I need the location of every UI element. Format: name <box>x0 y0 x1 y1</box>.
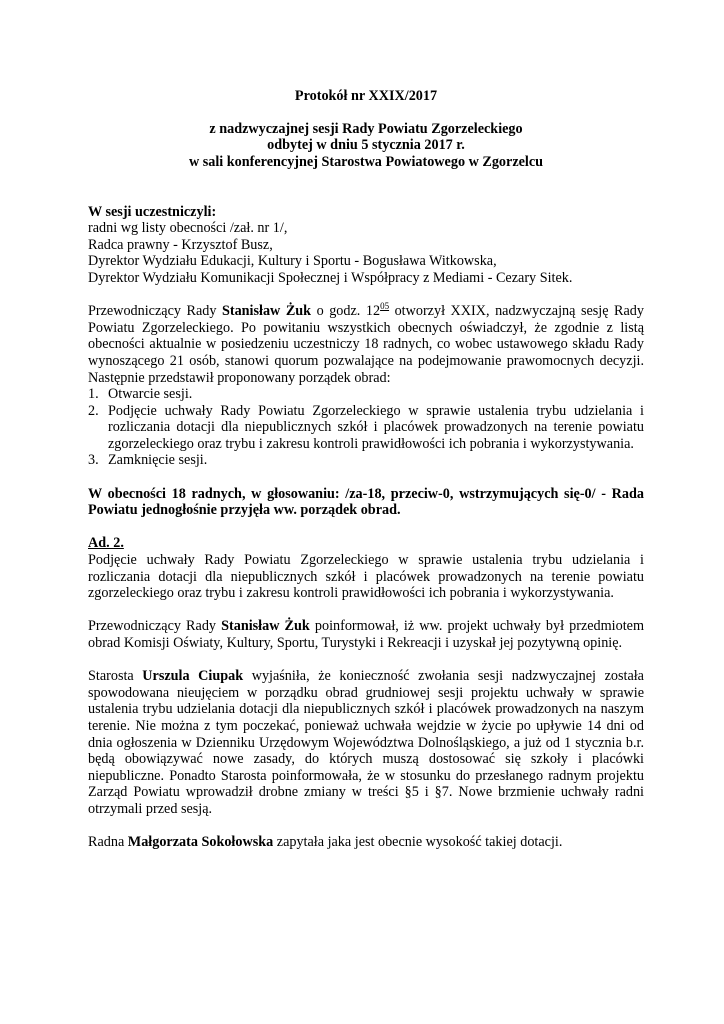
time-minutes: 05 <box>380 301 390 312</box>
starosta-paragraph: Starosta Urszula Ciupak wyjaśniła, że konieczność zwołania sesji nadzwyczajnej została spowodowana nieujęciem w porządku obrad grudniowej sesji projektu uchwały w sprawie ustalenia trybu udzielania dotacji dla niepublicznych szkół i placówek prowadzonych na naszym terenie. Nie można z tym poczekać, ponieważ uchwała wejdzie w życie po upływie 14 dni od dnia ogłoszenia w Dzienniku Urzędowym Województwa Dolnośląskiego, a już od 1 stycznia b.r. będą obowiązywać nowe zasady, do których muszą dostosować się szkoły i placówki niepubliczne. Ponadto Starosta poinformowała, że w stosunku do przesłanego radnym projektu Zarząd Powiatu wprowadził drobne zmiany w treści §5 i §7. Nowe brzmienie uchwały radni otrzymali przed sesją. <box>88 668 644 817</box>
chair-info-paragraph: Przewodniczący Rady Stanisław Żuk poinformował, iż ww. projekt uchwały był przedmiotem obrad Komisji Oświaty, Kultury, Sportu, Turystyki i Rekreacji i uzyskał jej pozytywną opinię. <box>88 618 644 651</box>
councillor-name: Małgorzata Sokołowska <box>127 834 274 851</box>
agenda-item: 3. Zamknięcie sesji. <box>88 452 208 469</box>
attendance-line: radni wg listy obecności /zał. nr 1/, <box>88 220 288 237</box>
attendance-line: Radca prawny - Krzysztof Busz, <box>88 236 273 253</box>
ad2-heading: Ad. 2. <box>88 535 124 552</box>
ad2-text: Podjęcie uchwały Rady Powiatu Zgorzeleckiego w sprawie ustalenia trybu udzielania i rozliczania dotacji dla niepublicznych szkół i placówek prowadzonych na terenie powiatu zgorzeleckiego oraz trybu i zakresu kontroli prawidłowości ich pobrania i wykorzystywania. <box>88 552 644 602</box>
document-subtitle <box>88 121 644 171</box>
agenda-item: 1. Otwarcie sesji. <box>88 386 193 403</box>
attendance-line: Dyrektor Wydziału Edukacji, Kultury i Sportu - Bogusława Witkowska, <box>88 253 497 270</box>
agenda-list <box>88 386 644 469</box>
chair-name: Stanisław Żuk <box>221 303 312 320</box>
chair-name: Stanisław Żuk <box>221 618 310 635</box>
document-title: Protokół nr XXIX/2017 <box>294 88 438 104</box>
opening-paragraph: Przewodniczący Rady Stanisław Żuk o godz. $12^{05}$ otworzył XXIX, nadzwyczajną sesję Rady Powiatu Zgorzeleckiego. Po powitaniu wszystkich obecnych oświadczył, że zgodnie z listą obecności aktualnie w posiedzeniu uczestniczy 18 radnych, co wobec ustawowego składu Rady wynoszącego 21 osób, stanowi quorum pozwalające na podejmowanie prawomocnych decyzji. Następnie przedstawił proponowany porządek obrad: <box>88 301 644 386</box>
document-page <box>88 88 644 851</box>
question-paragraph: Radna Małgorzata Sokołowska zapytała jaka jest obecnie wysokość takiej dotacji. <box>88 834 563 851</box>
subtitle-line: odbytej w dniu 5 stycznia 2017 r. <box>267 137 465 154</box>
attendance-line: Dyrektor Wydziału Komunikacji Społecznej i Współpracy z Mediami - Cezary Sitek. <box>88 269 573 286</box>
attendance-section <box>88 204 644 287</box>
subtitle-line: w sali konferencyjnej Starostwa Powiatowego w Zgorzelcu <box>188 153 544 170</box>
vote-result: W obecności 18 radnych, w głosowaniu: /za-18, przeciw-0, wstrzymujących się-0/ - Rada Powiatu jednogłośnie przyjęła ww. porządek obrad. <box>88 485 644 519</box>
attendance-heading: W sesji uczestniczyli: <box>88 203 217 220</box>
starosta-name: Urszula Ciupak <box>142 668 244 685</box>
subtitle-line: z nadzwyczajnej sesji Rady Powiatu Zgorzeleckiego <box>209 120 523 137</box>
agenda-item: 2. Podjęcie uchwały Rady Powiatu Zgorzeleckiego w sprawie ustalenia trybu udzielania i rozliczania dotacji dla niepublicznych szkół i placówek prowadzonych na terenie powiatu zgorzeleckiego oraz trybu i zakresu kontroli prawidłowości ich pobrania i wykorzystywania. <box>88 402 644 452</box>
